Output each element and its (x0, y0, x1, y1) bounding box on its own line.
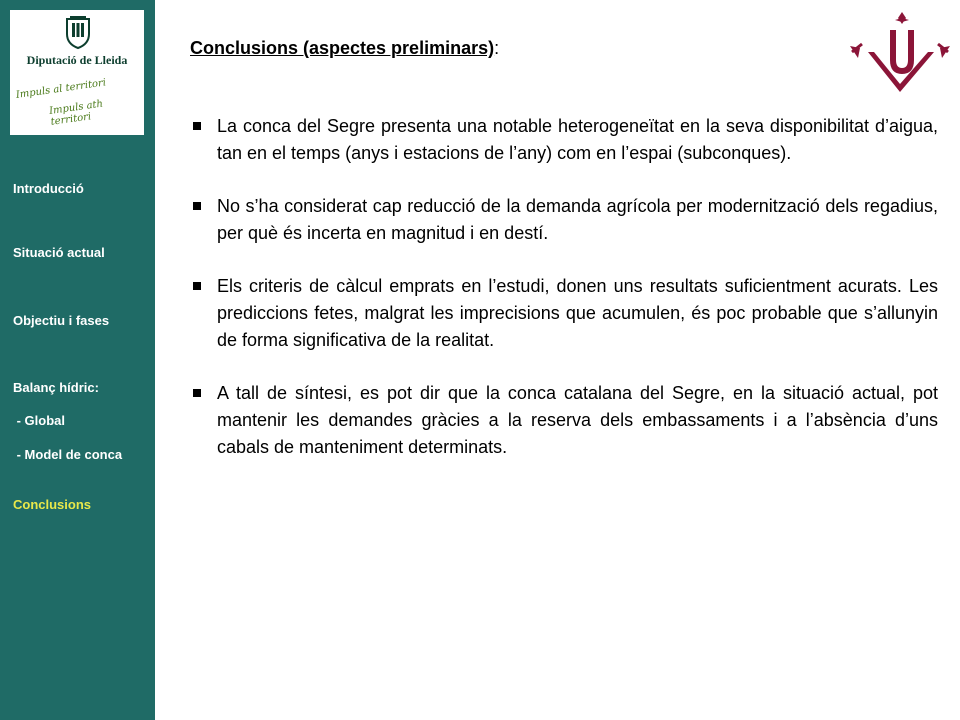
logo-slogan-line2: Impuls ath territori (48, 98, 104, 128)
slide-title-colon: : (494, 38, 500, 58)
diputacio-logo (10, 10, 144, 135)
bullet-item (190, 113, 938, 167)
nav-item-balanc-hidric[interactable]: Balanç hídric: (13, 380, 99, 395)
nav-item-objectiu-fases[interactable]: Objectiu i fases (13, 313, 110, 328)
nav-item-global[interactable]: - Global (13, 413, 65, 428)
bullet-item (190, 193, 938, 247)
bullet-text: La conca del Segre presenta una notable heterogeneïtat en la seva disponibilitat d’aigua, tan en el temps (anys i estacions de l’any) com en l’espai (subconques). (217, 116, 938, 163)
slide-title-text: Conclusions (aspectes preliminars) (190, 38, 495, 58)
university-logo-icon (842, 8, 952, 98)
square-bullet-icon (193, 389, 201, 397)
bullet-list (190, 113, 938, 487)
bullet-text: No s’ha considerat cap reducció de la demanda agrícola per modernització dels regadius, per què és incerta en magnitud i en destí. (217, 196, 938, 243)
bullet-text: Els criteris de càlcul emprats en l’estudi, donen uns resultats suficientment acurats. Les prediccions fetes, malgrat les imprecisions que acumulen, és poc probable que s’allunyin de forma significativa de la realitat. (217, 276, 938, 350)
bullet-item (190, 380, 938, 461)
nav-item-model-de-conca[interactable]: - Model de conca (13, 447, 123, 462)
logo-title: Diputació de Lleida (26, 53, 128, 67)
bullet-text: A tall de síntesi, es pot dir que la conca catalana del Segre, en la situació actual, pot mantenir les demandes gràcies a la reserva dels embassaments i a l’absència d’uns cabals de manteniment determinats. (217, 383, 938, 457)
nav-item-introduccio[interactable]: Introducció (13, 181, 84, 196)
bullet-item (190, 273, 938, 354)
square-bullet-icon (193, 282, 201, 290)
nav-item-situacio-actual[interactable]: Situació actual (13, 245, 105, 260)
square-bullet-icon (193, 122, 201, 130)
square-bullet-icon (193, 202, 201, 210)
logo-slogan-line1: Impuls al territori (15, 77, 107, 101)
sidebar (0, 0, 155, 720)
crest-icon (64, 16, 92, 50)
nav-item-conclusions[interactable]: Conclusions (13, 497, 92, 512)
slide-title (190, 38, 499, 59)
